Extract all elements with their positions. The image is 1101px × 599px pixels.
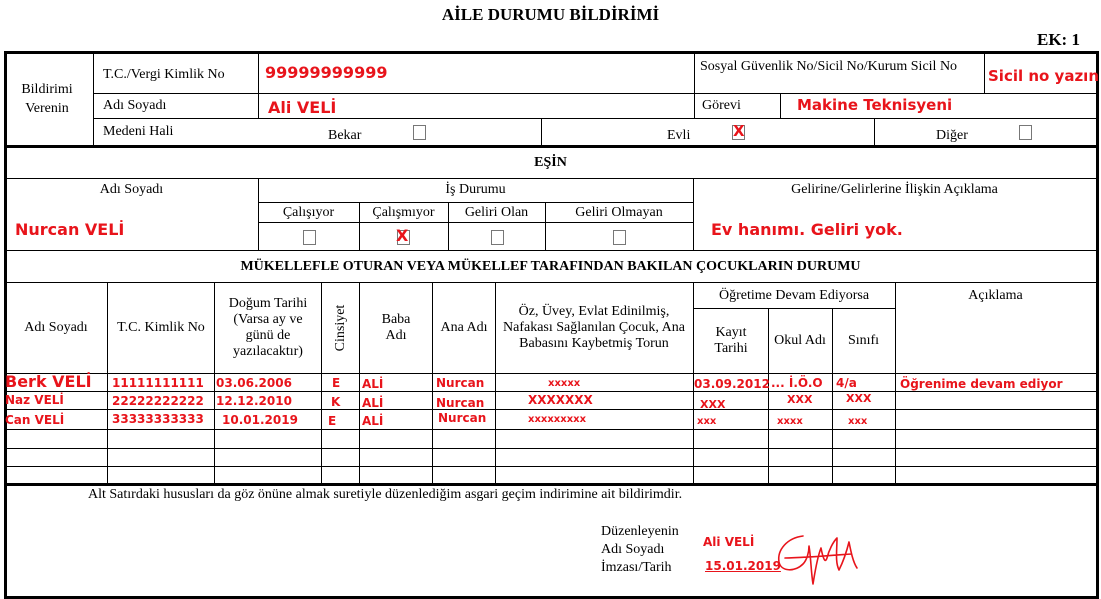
tc-label: T.C./Vergi Kimlik No — [103, 67, 225, 82]
prepared-by-label: Düzenleyenin — [601, 524, 679, 539]
child-grade: xxx — [848, 416, 868, 427]
footer-name-label: Adı Soyadı — [601, 542, 665, 557]
child-name: Can VELİ — [5, 413, 65, 427]
col-header-name: Adı Soyadı — [24, 320, 88, 335]
spouse-name-value: Nurcan VELİ — [15, 220, 125, 239]
working-checkbox[interactable] — [303, 230, 316, 245]
child-enroll: XXX — [700, 398, 726, 411]
col-header-tc: T.C. Kimlik No — [117, 320, 205, 335]
other-label: Diğer — [936, 128, 968, 143]
child-tc: 33333333333 — [112, 412, 204, 426]
job-value: Makine Teknisyeni — [797, 96, 953, 114]
child-relation: xxxxx — [548, 378, 581, 389]
sgk-value: Sicil no yazın — [988, 67, 1099, 85]
child-father: ALİ — [362, 414, 384, 428]
spouse-name-label: Adı Soyadı — [99, 182, 164, 197]
child-birth: 12.12.2010 — [216, 394, 292, 408]
married-mark: X — [733, 122, 745, 140]
annex-label: EK: 1 — [1037, 30, 1080, 49]
footer-statement: Alt Satırdaki hususları da göz önüne almak suretiyle düzenlediğim asgari geçim indirimine ait bildirimdir. — [88, 487, 683, 502]
child-relation: XXXXXXX — [528, 393, 593, 407]
child-gender: E — [328, 414, 337, 428]
col-header-note: Açıklama — [968, 287, 1023, 303]
footer-sign-label: İmzası/Tarih — [601, 560, 672, 575]
single-label: Bekar — [328, 128, 362, 143]
col-header-gender: Cinsiyet — [333, 304, 348, 352]
child-mother: Nurcan — [438, 411, 487, 425]
spouse-work-label: İş Durumu — [445, 182, 506, 197]
tc-value: 99999999999 — [265, 63, 388, 82]
spouse-section-title: EŞİN — [534, 155, 567, 170]
child-name: Berk VELİ — [5, 372, 92, 391]
sgk-label: Sosyal Güvenlik No/Sicil No/Kurum Sicil No — [700, 59, 958, 74]
spouse-income-value: Ev hanımı. Geliri yok. — [711, 220, 903, 239]
name-value: Ali VELİ — [268, 98, 337, 117]
child-note: Öğrenime devam ediyor — [900, 377, 1063, 391]
no-income-checkbox[interactable] — [613, 230, 626, 245]
child-gender: K — [331, 395, 341, 409]
has-income-label: Geliri Olan — [464, 205, 529, 220]
col-header-enroll: Kayıt Tarihi — [714, 325, 748, 356]
married-label: Evli — [667, 128, 691, 143]
col-header-father: Baba Adı — [381, 312, 411, 343]
col-header-mother: Ana Adı — [440, 320, 488, 335]
spouse-income-label: Gelirine/Gelirlerine İlişkin Açıklama — [791, 182, 998, 197]
child-tc: 11111111111 — [112, 376, 204, 390]
working-label: Çalışıyor — [282, 205, 335, 220]
footer-name-value: Ali VELİ — [703, 535, 755, 549]
child-birth: 10.01.2019 — [222, 413, 298, 427]
marital-label: Medeni Hali — [103, 124, 174, 139]
child-school: XXX — [787, 393, 813, 406]
no-income-label: Geliri Olmayan — [575, 205, 663, 220]
child-father: ALİ — [362, 377, 384, 391]
child-school: ... İ.Ö.O — [771, 376, 823, 390]
declarant-section-label: Bildirimi Verenin — [21, 82, 73, 116]
has-income-checkbox[interactable] — [491, 230, 504, 245]
single-checkbox[interactable] — [413, 125, 426, 140]
child-enroll: xxx — [697, 416, 717, 427]
child-name: Naz VELİ — [5, 393, 64, 407]
name-label: Adı Soyadı — [103, 98, 167, 113]
job-label: Görevi — [702, 98, 741, 113]
not-working-label: Çalışmıyor — [372, 205, 435, 220]
other-checkbox[interactable] — [1019, 125, 1032, 140]
footer-date-value: 15.01.2019 — [705, 559, 781, 573]
not-working-mark: X — [396, 226, 409, 245]
child-enroll: 03.09.2012 — [694, 377, 770, 391]
signature-scribble — [765, 528, 860, 590]
col-header-education: Öğretime Devam Ediyorsa — [718, 287, 870, 303]
col-header-birth: Doğum Tarihi (Varsa ay ve günü de yazılacaktır) — [228, 296, 308, 359]
child-gender: E — [332, 376, 341, 390]
col-header-school: Okul Adı — [774, 333, 826, 348]
child-school: xxxx — [777, 416, 803, 427]
col-header-relation: Öz, Üvey, Evlat Edinilmiş, Nafakası Sağlanılan Çocuk, Ana Babasını Kaybetmiş Torun — [503, 304, 685, 351]
child-tc: 22222222222 — [112, 394, 204, 408]
child-grade: 4/a — [836, 376, 857, 390]
child-mother: Nurcan — [436, 396, 485, 410]
child-mother: Nurcan — [436, 376, 485, 390]
document-title: AİLE DURUMU BİLDİRİMİ — [441, 5, 660, 24]
children-section-title: MÜKELLEFLE OTURAN VEYA MÜKELLEF TARAFINDAN BAKILAN ÇOCUKLARIN DURUMU — [240, 259, 861, 274]
child-grade: XXX — [846, 392, 872, 405]
child-birth: 03.06.2006 — [216, 376, 292, 390]
child-father: ALİ — [362, 396, 384, 410]
child-relation: xxxxxxxxx — [528, 414, 587, 425]
col-header-grade: Sınıfı — [847, 333, 880, 348]
